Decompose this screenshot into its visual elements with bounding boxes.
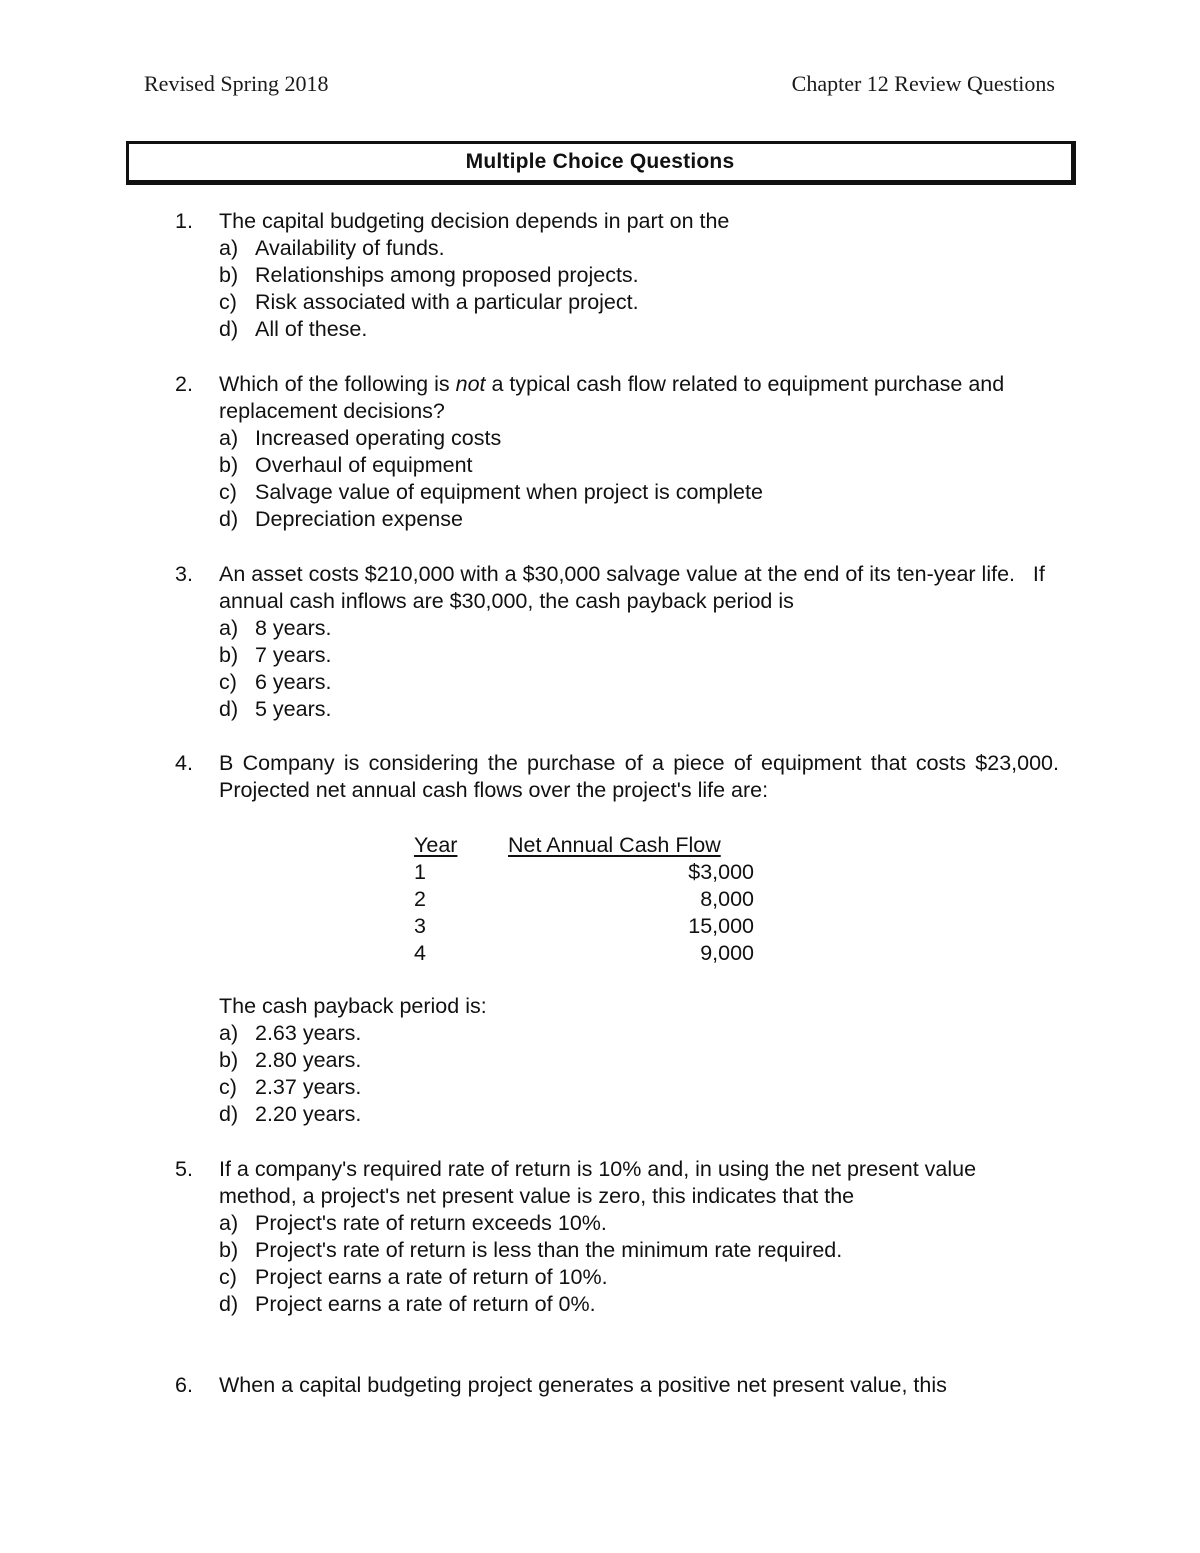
option-letter: a) xyxy=(219,1211,239,1235)
option-d xyxy=(219,1291,1059,1318)
option-a xyxy=(219,1210,1059,1237)
option-text: 7 years. xyxy=(255,643,332,667)
option-letter: a) xyxy=(219,1021,239,1045)
table-cell-amount: $3,000 xyxy=(688,860,754,884)
option-b xyxy=(219,1237,1059,1264)
option-d xyxy=(219,696,1059,723)
table-cell-year: 2 xyxy=(414,887,426,911)
option-text: 2.37 years. xyxy=(255,1075,362,1099)
option-letter: c) xyxy=(219,1075,237,1099)
option-letter: c) xyxy=(219,480,237,504)
option-text: Risk associated with a particular project. xyxy=(255,290,639,314)
option-letter: a) xyxy=(219,616,239,640)
option-a xyxy=(219,1020,1059,1047)
question-number: 3. xyxy=(175,562,193,586)
option-b xyxy=(219,1047,1059,1074)
question-followup: The cash payback period is: xyxy=(219,994,487,1018)
option-text: 6 years. xyxy=(255,670,332,694)
option-text: Project earns a rate of return of 0%. xyxy=(255,1292,596,1316)
stem-emphasis: not xyxy=(455,372,486,396)
option-d xyxy=(219,1101,1059,1128)
question-number: 5. xyxy=(175,1157,193,1181)
option-b xyxy=(219,452,1059,479)
column-header-cash-flow: Net Annual Cash Flow xyxy=(508,833,721,857)
option-a xyxy=(219,425,1059,452)
option-text: Depreciation expense xyxy=(255,507,463,531)
question-number: 2. xyxy=(175,372,193,396)
column-header-year: Year xyxy=(414,833,458,857)
option-text: Project's rate of return exceeds 10%. xyxy=(255,1211,607,1235)
table-cell-year: 3 xyxy=(414,914,426,938)
question-stem: B Company is considering the purchase of a piece of equipment that costs $23,000. Projected net annual cash flows over the project's life are: xyxy=(219,751,1059,802)
question-number: 4. xyxy=(175,751,193,775)
option-letter: d) xyxy=(219,507,239,531)
question-stem: When a capital budgeting project generates a positive net present value, this xyxy=(219,1373,947,1397)
question-stem: An asset costs $210,000 with a $30,000 salvage value at the end of its ten-year life. If annual cash inflows are $30,000, the cash payback period is xyxy=(219,562,1051,613)
option-text: All of these. xyxy=(255,317,368,341)
option-a xyxy=(219,235,1059,262)
option-letter: b) xyxy=(219,1048,239,1072)
table-cell-amount: 15,000 xyxy=(688,914,754,938)
question-followup-block xyxy=(219,993,1059,1128)
table-header-row xyxy=(414,832,764,859)
option-c xyxy=(219,289,1059,316)
option-b xyxy=(219,642,1059,669)
option-letter: a) xyxy=(219,426,239,450)
option-text: Project earns a rate of return of 10%. xyxy=(255,1265,608,1289)
table-cell-year: 4 xyxy=(414,941,426,965)
option-d xyxy=(219,316,1059,343)
option-letter: c) xyxy=(219,1265,237,1289)
option-letter: a) xyxy=(219,236,239,260)
cash-flow-table xyxy=(414,832,764,967)
page-header-right: Chapter 12 Review Questions xyxy=(791,71,1055,96)
option-text: Relationships among proposed projects. xyxy=(255,263,639,287)
option-letter: b) xyxy=(219,1238,239,1262)
option-text: 2.80 years. xyxy=(255,1048,362,1072)
table-cell-amount: 9,000 xyxy=(700,941,754,965)
option-letter: d) xyxy=(219,317,239,341)
option-a xyxy=(219,615,1059,642)
option-text: 2.20 years. xyxy=(255,1102,362,1126)
option-letter: c) xyxy=(219,290,237,314)
option-text: Salvage value of equipment when project is complete xyxy=(255,480,763,504)
option-letter: b) xyxy=(219,643,239,667)
option-d xyxy=(219,506,1059,533)
option-text: Availability of funds. xyxy=(255,236,445,260)
option-c xyxy=(219,1264,1059,1291)
stem-part: a typical cash flow related to equipment purchase and replacement decisions? xyxy=(219,372,1005,423)
page-header-left: Revised Spring 2018 xyxy=(144,71,329,96)
option-text: 8 years. xyxy=(255,616,332,640)
section-title: Multiple Choice Questions xyxy=(465,150,735,173)
table-row xyxy=(414,886,764,913)
option-text: 5 years. xyxy=(255,697,332,721)
stem-part: Which of the following is xyxy=(219,372,456,396)
option-c xyxy=(219,669,1059,696)
table-row xyxy=(414,913,764,940)
option-text: Overhaul of equipment xyxy=(255,453,473,477)
option-text: Project's rate of return is less than the minimum rate required. xyxy=(255,1238,843,1262)
option-letter: d) xyxy=(219,1292,239,1316)
table-row xyxy=(414,940,764,967)
question-number: 6. xyxy=(175,1373,193,1397)
option-letter: b) xyxy=(219,453,239,477)
table-row xyxy=(414,859,764,886)
option-text: Increased operating costs xyxy=(255,426,502,450)
option-c xyxy=(219,1074,1059,1101)
option-letter: d) xyxy=(219,1102,239,1126)
question-stem: The capital budgeting decision depends in part on the xyxy=(219,209,730,233)
option-letter: b) xyxy=(219,263,239,287)
question-stem xyxy=(219,371,1059,425)
option-c xyxy=(219,479,1059,506)
question-stem: If a company's required rate of return is 10% and, in using the net present value method, a project's net present value is zero, this indicates that the xyxy=(219,1157,977,1208)
table-cell-year: 1 xyxy=(414,860,426,884)
option-letter: c) xyxy=(219,670,237,694)
table-cell-amount: 8,000 xyxy=(700,887,754,911)
option-text: 2.63 years. xyxy=(255,1021,362,1045)
option-b xyxy=(219,262,1059,289)
option-letter: d) xyxy=(219,697,239,721)
question-number: 1. xyxy=(175,209,193,233)
